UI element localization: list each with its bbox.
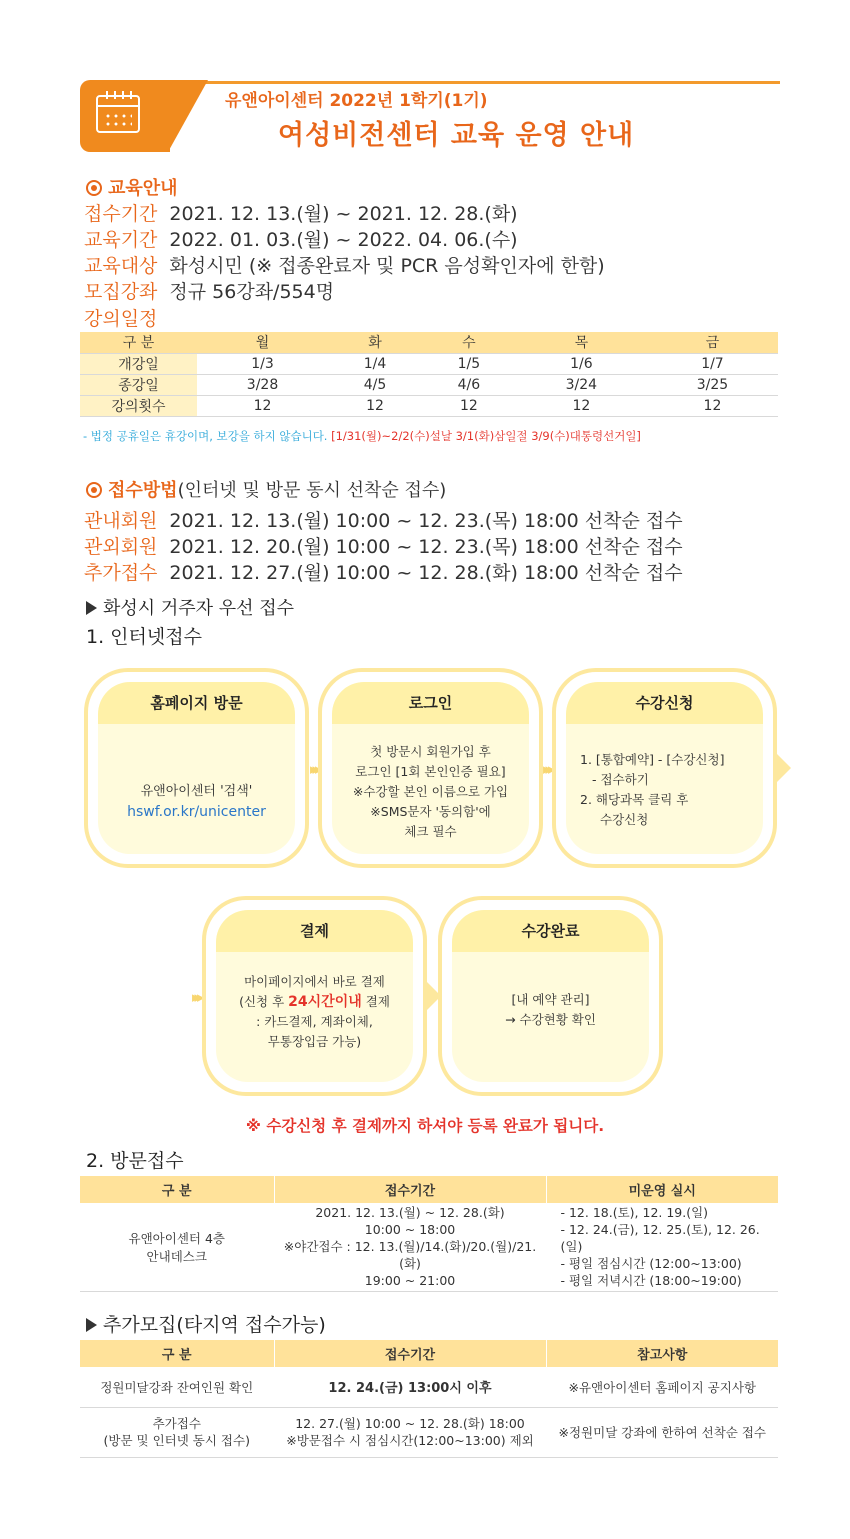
- step-line: [내 예약 관리]: [511, 992, 590, 1007]
- step-title: 수강완료: [452, 910, 649, 952]
- step-card-register: [552, 668, 777, 868]
- step-line: ※SMS문자 '동의함'에: [370, 804, 491, 819]
- extra-table: [80, 1340, 778, 1458]
- table-row: [80, 374, 778, 395]
- step-card-payment: [202, 896, 427, 1096]
- step-line: 무통장입금 가능): [267, 1034, 362, 1049]
- schedule-label: 강의일정: [84, 308, 158, 330]
- info-row-target: 교육대상 화성시민 (※ 접종완료자 및 PCR 음성확인자에 한함): [84, 255, 605, 277]
- step-line: 로그인 [1회 본인인증 필요]: [355, 764, 506, 779]
- info-row-period: 접수기간 2021. 12. 13.(월) ~ 2021. 12. 28.(화): [84, 203, 518, 225]
- table-header-cell: 참고사항: [546, 1340, 778, 1367]
- table-cell: 4/6: [422, 374, 516, 395]
- step-title: 로그인: [332, 682, 529, 724]
- chevron-right-icon: ▸▸▸: [192, 988, 200, 1006]
- chevron-right-icon: ▸▸▸: [310, 760, 318, 778]
- step-title: 결제: [216, 910, 413, 952]
- table-cell: 1/7: [647, 353, 778, 374]
- step-title: 수강신청: [566, 682, 763, 724]
- table-cell: 12: [516, 395, 647, 416]
- arrow-right-icon: [777, 754, 791, 782]
- step-line: 2. 해당과목 클릭 후: [580, 792, 689, 807]
- table-cell: 12: [197, 395, 328, 416]
- table-row: [80, 1367, 778, 1407]
- table-cell: 추가접수 (방문 및 인터넷 동시 접수): [80, 1407, 274, 1457]
- row-label: 개강일: [80, 353, 197, 374]
- table-row: [80, 1203, 778, 1291]
- step-line: 1. [통합예약] - [수강신청]: [580, 752, 725, 767]
- table-header-cell: 접수기간: [274, 1340, 546, 1367]
- table-cell: 1/6: [516, 353, 647, 374]
- step-line: 마이페이지에서 바로 결제: [244, 974, 385, 989]
- header-badge-tail: [168, 80, 208, 152]
- table-cell: 정원미달강좌 잔여인원 확인: [80, 1367, 274, 1407]
- step-line: 첫 방문시 회원가입 후: [370, 744, 491, 759]
- visit-period-cell: 2021. 12. 13.(월) ~ 12. 28.(화) 10:00 ~ 18:00 ※야간접수 : 12. 13.(월)/14.(화)/20.(월)/21.(화) 19:00 ~ 21:00: [274, 1203, 546, 1291]
- row-label: 종강일: [80, 374, 197, 395]
- step-line: - 접수하기: [592, 772, 649, 787]
- table-cell: 1/5: [422, 353, 516, 374]
- table-header-row: [80, 1340, 778, 1367]
- visit-place-cell: 유앤아이센터 4층 안내데스크: [80, 1203, 274, 1291]
- header-rule: [155, 81, 780, 84]
- table-cell: 12. 27.(월) 10:00 ~ 12. 28.(화) 18:00 ※방문접수 시 점심시간(12:00~13:00) 제외: [274, 1407, 546, 1457]
- step-line: ※수강할 본인 이름으로 가입: [352, 784, 509, 799]
- table-header-cell: 수: [422, 332, 516, 353]
- payment-warning: ※ 수강신청 후 결제까지 하셔야 등록 완료가 됩니다.: [245, 1117, 605, 1135]
- info-row-courses: 모집강좌 정규 56강좌/554명: [84, 281, 335, 303]
- table-header-cell: 구 분: [80, 1176, 274, 1203]
- table-cell: 3/25: [647, 374, 778, 395]
- method-row-extra: 추가접수 2021. 12. 27.(월) 10:00 ~ 12. 28.(화) 18:00 선착순 접수: [84, 562, 683, 584]
- table-cell: 3/24: [516, 374, 647, 395]
- extra-section-title: 추가모집(타지역 접수가능): [86, 1310, 326, 1337]
- table-cell: 1/3: [197, 353, 328, 374]
- target-icon: [86, 180, 102, 196]
- table-header-row: [80, 1176, 778, 1203]
- table-cell: ※정원미달 강좌에 한하여 선착순 접수: [546, 1407, 778, 1457]
- homepage-link[interactable]: hswf.or.kr/unicenter: [127, 804, 266, 820]
- table-cell: ※유앤아이센터 홈페이지 공지사항: [546, 1367, 778, 1407]
- table-cell: 1/4: [328, 353, 422, 374]
- table-cell: 4/5: [328, 374, 422, 395]
- table-row: [80, 1407, 778, 1457]
- table-cell: 3/28: [197, 374, 328, 395]
- step-card-complete: [438, 896, 663, 1096]
- method-section-title: 접수방법(인터넷 및 방문 동시 선착순 접수): [86, 476, 446, 502]
- table-cell: 12: [647, 395, 778, 416]
- method-row-outer: 관외회원 2021. 12. 20.(월) 10:00 ~ 12. 23.(목) 18:00 선착순 접수: [84, 536, 683, 558]
- calendar-icon: [96, 95, 140, 133]
- method-row-inner: 관내회원 2021. 12. 13.(월) 10:00 ~ 12. 23.(목) 18:00 선착순 접수: [84, 510, 683, 532]
- schedule-table: [80, 332, 778, 417]
- table-header-cell: 금: [647, 332, 778, 353]
- table-header-cell: 접수기간: [274, 1176, 546, 1203]
- step-line: : 카드결제, 계좌이체,: [256, 1014, 373, 1029]
- table-row: [80, 395, 778, 416]
- step-line: 수강신청: [600, 812, 649, 827]
- table-cell: 12: [422, 395, 516, 416]
- page-title: 여성비전센터 교육 운영 안내: [278, 120, 635, 151]
- table-header-cell: 월: [197, 332, 328, 353]
- header-subtitle: 유앤아이센터 2022년 1학기(1기): [225, 91, 488, 111]
- education-section-title: 교육안내: [86, 174, 178, 200]
- triangle-right-icon: [86, 601, 97, 615]
- step-line: (신청 후 24시간이내 결제: [239, 994, 390, 1010]
- table-cell: 12. 24.(금) 13:00시 이후: [274, 1367, 546, 1407]
- chevron-right-icon: ▸▸▸: [543, 760, 551, 778]
- table-header-cell: 미운영 실시: [546, 1176, 778, 1203]
- table-header-cell: 목: [516, 332, 647, 353]
- table-header-cell: 구 분: [80, 1340, 274, 1367]
- step-line: → 수강현황 확인: [505, 1012, 596, 1027]
- row-label: 강의횟수: [80, 395, 197, 416]
- visit-closed-cell: - 12. 18.(토), 12. 19.(일) - 12. 24.(금), 12. 25.(토), 12. 26.(일) - 평일 점심시간 (12:00~13:00) - 평일 저녁시간 (18:00~19:00): [546, 1203, 778, 1291]
- table-row: [80, 353, 778, 374]
- target-icon: [86, 482, 102, 498]
- triangle-right-icon: [86, 1318, 97, 1332]
- table-header-cell: 구 분: [80, 332, 197, 353]
- step-card-homepage: [84, 668, 309, 868]
- table-cell: 12: [328, 395, 422, 416]
- info-row-course-period: 교육기간 2022. 01. 03.(월) ~ 2022. 04. 06.(수): [84, 229, 518, 251]
- step-line: 유앤아이센터 '검색': [140, 784, 253, 799]
- visit-section-title: 2. 방문접수: [86, 1150, 184, 1172]
- step-card-login: [318, 668, 543, 868]
- holiday-note: - 법정 공휴일은 휴강이며, 보강을 하지 않습니다. [1/31(월)~2/2(수)설날 3/1(화)삼일절 3/9(수)대통령선거일]: [83, 429, 641, 443]
- table-header-row: [80, 332, 778, 353]
- priority-note: 화성시 거주자 우선 접수: [86, 594, 294, 620]
- visit-table: [80, 1176, 778, 1292]
- table-header-cell: 화: [328, 332, 422, 353]
- step-title: 홈페이지 방문: [98, 682, 295, 724]
- internet-section-title: 1. 인터넷접수: [86, 626, 202, 648]
- step-line: 체크 필수: [404, 824, 457, 839]
